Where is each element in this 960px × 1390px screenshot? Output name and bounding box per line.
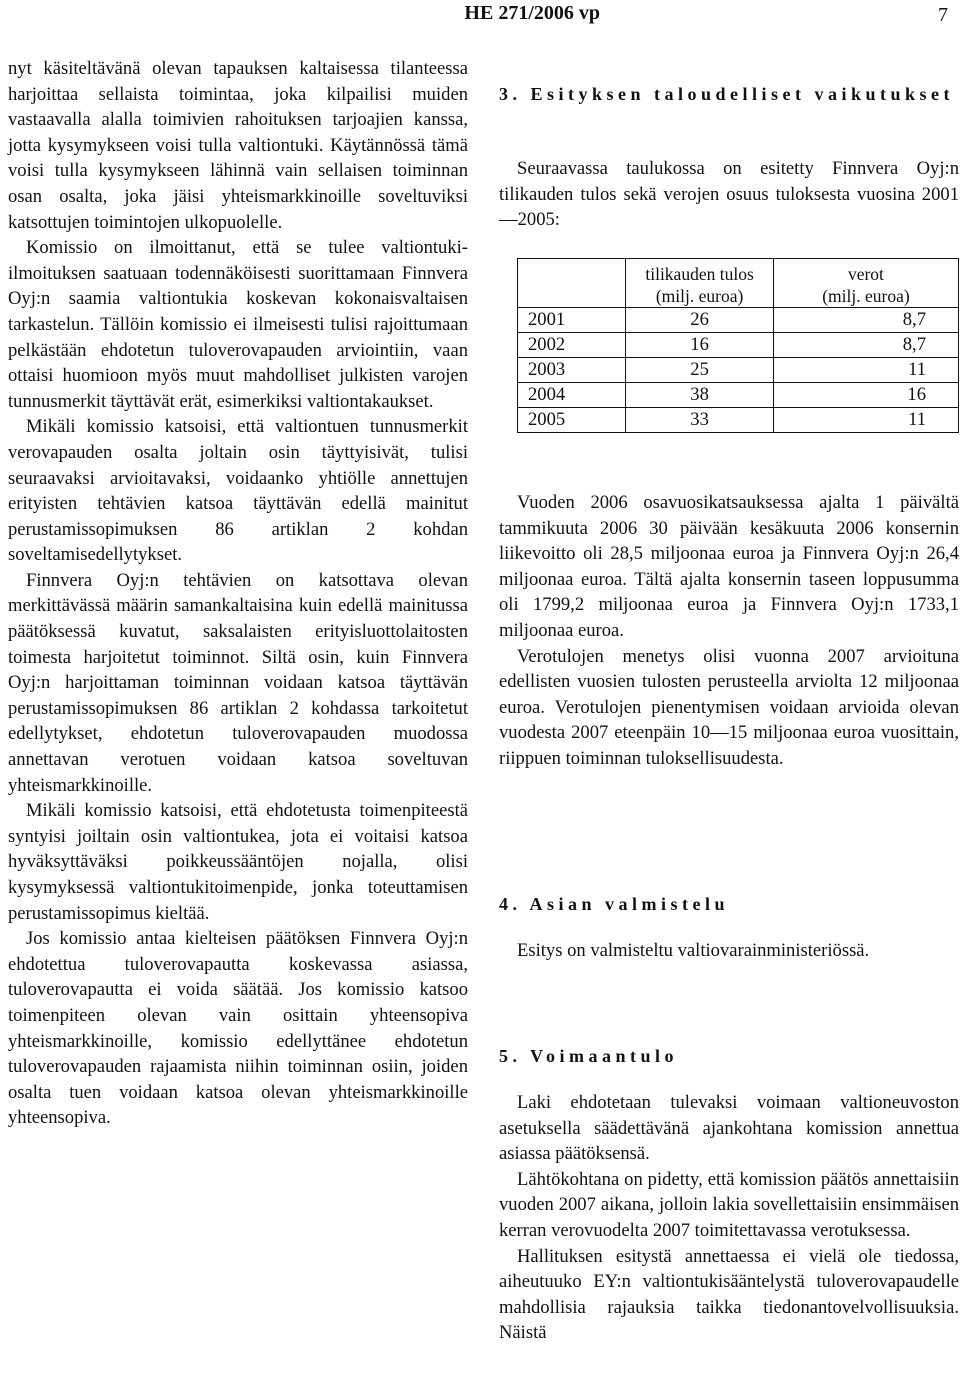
table-cell-taxes: 8,7	[773, 333, 958, 358]
paragraph: Lähtökohtana on pidetty, että komission päätös annettaisiin vuoden 2007 aikana, jolloin lakia sovellettaisiin ensimmäisen kerran verovuodelta 2007 toimitettavassa verotuksessa.	[499, 1168, 959, 1241]
table-cell-year: 2001	[518, 308, 626, 333]
section-body	[499, 490, 959, 772]
section-heading-preparation: 4. Asian valmistelu	[499, 894, 730, 914]
paragraph: Finnvera Oyj:n tehtävien on katsottava olevan merkittävässä määrin samankaltaisina kuin edellä mainitussa päätöksessä kuvatut, saksalaisten erityisluottolaitosten toimesta harjoitetut toiminnot. Siltä osin, kuin Finnvera Oyj:n harjoittaman toiminnan voidaan katsoa täyttävän perustamissopimuksen 86 artiklan 2 kohdassa tarkoitetut edellytykset, ehdotetun tuloverovapauden muodossa annettavan verotuen voidaan katsoa soveltuvan yhteismarkkinoille.	[8, 569, 468, 796]
paragraph: Komissio on ilmoittanut, että se tulee valtiontuki-ilmoituksen saatuaan todennäköisesti suorittamaan Finnvera Oyj:n saamia valtiontukia koskevan kokonaisvaltaisen tarkastelun. Tällöin komissio ei ilmeisesti tulisi rajoittumaan pelkästään ehdotetun tuloverovapauden arviointiin, vaan ottaisi huomioon myös muut mahdolliset julkisten varojen tunnusmerkit täyttävät erät, esimerkiksi valtiontakaukset.	[8, 237, 468, 412]
page-number: 7	[938, 4, 948, 26]
table-cell-result: 33	[626, 408, 774, 433]
paragraph: Vuoden 2006 osavuosikatsauksessa ajalta 1 päivältä tammikuuta 2006 30 päivään kesäkuuta 2006 konsernin liikevoitto oli 28,5 miljoonaa euroa ja Finnvera Oyj:n 26,4 miljoonaa euroa. Tältä ajalta konsernin taseen loppusumma oli 1799,2 miljoonaa euroa ja Finnvera Oyj:n 1733,1 miljoonaa euroa.	[499, 492, 959, 641]
paragraph: Seuraavassa taulukossa on esitetty Finnvera Oyj:n tilikauden tulos sekä verojen osuus tuloksesta vuosina 2001—2005:	[499, 158, 959, 231]
table-cell-taxes: 11	[773, 358, 958, 383]
section-heading-entry-into-force: 5. Voimaantulo	[499, 1046, 679, 1066]
document-header: HE 271/2006 vp	[464, 2, 600, 24]
section-body	[499, 1090, 959, 1346]
table-header-taxes: verot (milj. euroa)	[773, 259, 958, 308]
paragraph: Laki ehdotetaan tulevaksi voimaan valtioneuvoston asetuksella säädettävänä ajankohtana komission annettua asiassa päätöksensä.	[499, 1092, 959, 1165]
table-row	[518, 358, 959, 383]
paragraph: Verotulojen menetys olisi vuonna 2007 arvioituna edellisten vuosien tulosten perusteella arviolta 12 miljoonaa euroa. Verotulojen pienentymisen voidaan arvioida olevan vuodesta 2007 eteenpäin 10—15 miljoonaa euroa vuosittain, riippuen toiminnan tuloksellisuudesta.	[499, 645, 959, 769]
table-cell-year: 2003	[518, 358, 626, 383]
table-cell-taxes: 11	[773, 408, 958, 433]
table-header-result: tilikauden tulos (milj. euroa)	[626, 259, 774, 308]
table-cell-result: 38	[626, 383, 774, 408]
section-intro	[499, 156, 959, 233]
paragraph: Mikäli komissio katsoisi, että ehdotetusta toimenpiteestä syntyisi joiltain osin valtiontukea, jota ei voitaisi katsoa hyväksyttäväksi poikkeussääntöjen nojalla, olisi kysymyksessä valtiontukitoimenpide, jonka toteuttamisen perustamissopimus kieltää.	[8, 800, 468, 924]
table-cell-taxes: 8,7	[773, 308, 958, 333]
table-row	[518, 333, 959, 358]
paragraph: Jos komissio antaa kielteisen päätöksen Finnvera Oyj:n ehdotettua tuloverovapautta koskevassa asiassa, tuloverovapautta ei voida säätää. Jos komissio katsoo toimenpiteen olevan vain osittain yhteensopiva yhteismarkkinoille, komissio edellyttänee ehdotetun tuloverovapauden rajaamista niihin toiminnan osiin, joiden osalta tuen voidaan katsoa olevan yhteismarkkinoille yhteensopiva.	[8, 928, 468, 1129]
paragraph: nyt käsiteltävänä olevan tapauksen kaltaisessa tilanteessa harjoittaa sellaista toimintaa, joka kilpailisi muiden vastaavalla alalla toimivien rahoituksen tarjoajien kanssa, jotta kysymykseen voisi tulla valtiontuki. Käytännössä tämä voisi tulla kysymykseen lähinnä vain sellaisen toiminnan osan osalta, joka jäisi yhteismarkkinoille soveltuviksi katsottujen toimintojen ulkopuolelle.	[8, 58, 468, 233]
paragraph: Mikäli komissio katsoisi, että valtiontuen tunnusmerkit verovapauden osalta joltain osin täyttyisivät, tulisi seuraavaksi arvioitavaksi, voidaanko yhtiölle annettujen erityisten tehtävien katsoa täyttävän edellä mainitut perustamissopimuksen 86 artiklan 2 kohdan soveltamisedellytykset.	[8, 416, 468, 566]
section-body	[499, 938, 959, 964]
table-row	[518, 408, 959, 433]
table-cell-result: 16	[626, 333, 774, 358]
table-cell-taxes: 16	[773, 383, 958, 408]
table-header-year	[518, 259, 626, 308]
table-header-row	[518, 259, 959, 308]
section-heading-economic-effects: 3. Esityksen taloudelliset vaikutukset	[499, 84, 955, 104]
table-cell-year: 2004	[518, 383, 626, 408]
left-column	[8, 56, 468, 1131]
table-cell-result: 26	[626, 308, 774, 333]
table-cell-result: 25	[626, 358, 774, 383]
table-row	[518, 383, 959, 408]
tax-table	[517, 258, 959, 433]
table-cell-year: 2002	[518, 333, 626, 358]
paragraph: Esitys on valmisteltu valtiovarainministeriössä.	[517, 940, 870, 961]
table-row	[518, 308, 959, 333]
paragraph: Hallituksen esitystä annettaessa ei vielä ole tiedossa, aiheutuuko EY:n valtiontukisääntelystä tuloverovapaudelle mahdollisia rajauksia taikka tiedonantovelvollisuuksia. Näistä	[499, 1245, 959, 1344]
table-cell-year: 2005	[518, 408, 626, 433]
